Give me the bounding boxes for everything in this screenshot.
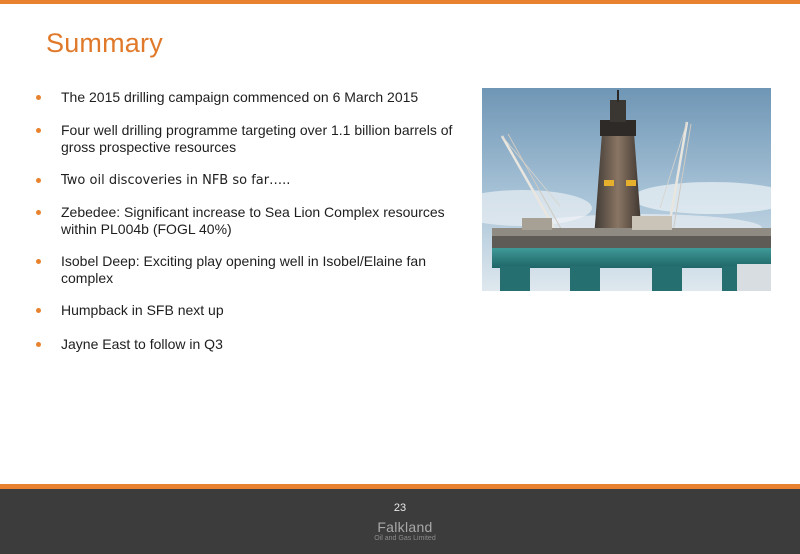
bullet-item xyxy=(36,253,461,287)
bullet-dot-icon xyxy=(36,178,41,183)
bullet-item xyxy=(36,302,461,319)
bullet-text: Jayne East to follow in Q3 xyxy=(61,336,223,352)
bullet-dot-icon xyxy=(36,342,41,347)
company-logo xyxy=(360,519,450,543)
footer-bar xyxy=(0,489,800,554)
bullet-item xyxy=(36,204,461,238)
bullet-list xyxy=(0,0,470,400)
bullet-item xyxy=(36,122,453,156)
bullet-text: Isobel Deep: Exciting play opening well in Isobel/Elaine fan complex xyxy=(61,253,427,286)
logo-name: Falkland xyxy=(377,519,433,535)
bullet-item xyxy=(36,89,461,106)
page-number: 23 xyxy=(393,502,407,514)
bullet-dot-icon xyxy=(36,128,41,133)
oil-rig-photo xyxy=(482,88,771,291)
bullet-item xyxy=(36,172,461,189)
bullet-dot-icon xyxy=(36,308,41,313)
bullet-dot-icon xyxy=(36,210,41,215)
bullet-dot-icon xyxy=(36,95,41,100)
bullet-text: Two oil discoveries in NFB so far….. xyxy=(61,173,291,188)
slide-title: Summary xyxy=(46,28,163,58)
bullet-item xyxy=(36,336,461,353)
bullet-text: Zebedee: Significant increase to Sea Lion Complex resources within PL004b (FOGL 40%) xyxy=(61,204,445,237)
bullet-dot-icon xyxy=(36,259,41,264)
bullet-text: Four well drilling programme targeting over 1.1 billion barrels of gross prospective resources xyxy=(61,122,453,155)
logo-subtitle: Oil and Gas Limited xyxy=(374,535,436,542)
bullet-text: Humpback in SFB next up xyxy=(61,302,224,318)
bullet-text: The 2015 drilling campaign commenced on 6 March 2015 xyxy=(61,89,419,105)
